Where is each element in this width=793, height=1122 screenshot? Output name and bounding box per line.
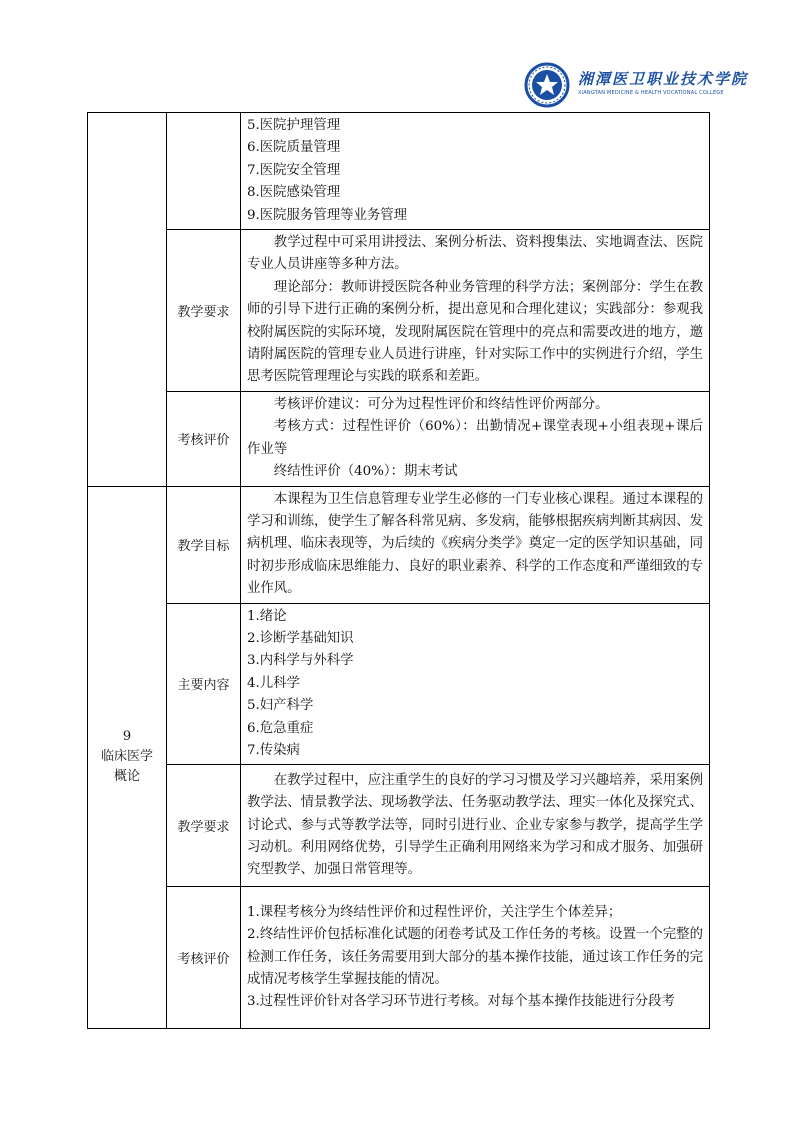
course9-goal-cell: [241, 486, 710, 603]
table-row: [88, 113, 710, 230]
paragraph: 考核方式：过程性评价（60%）：出勤情况+课堂表现+小组表现+课后作业等: [247, 419, 703, 457]
course-table: [87, 112, 709, 1029]
course-name-line2: 概论: [113, 769, 140, 785]
table-row: [88, 765, 710, 887]
list-item: 7.医院安全管理: [247, 162, 341, 178]
list-item: 6.危急重症: [247, 720, 314, 736]
list-item: 5.妇产科学: [247, 698, 314, 714]
course9-name-cell: [88, 486, 167, 1029]
list-item: 2.终结性评价包括标准化试题的闭卷考试及工作任务的考核。设置一个完整的检测工作任务，该任务需要用到大部分的基本操作技能，通过该工作任务的完成情况考核学生掌握技能的情况。: [247, 927, 703, 988]
paragraph: 理论部分：教师讲授医院各种业务管理的科学方法；案例部分：学生在教师的引导下进行正确的案例分析，提出意见和合理化建议；实践部分：参观我校附属医院的实际环境，发现附属医院在管理中的亮点和需要改进的地方，邀请附属医院的管理专业人员进行讲座，针对实际工作中的实例进行介绍，学生思考医院管理理论与实践的联系和差距。: [247, 279, 703, 385]
list-item: 5.医院护理管理: [247, 118, 341, 133]
table-row: [88, 391, 710, 486]
list-item: 8.医院感染管理: [247, 185, 341, 201]
list-item: 7.传染病: [247, 742, 300, 758]
list-item: 3.过程性评价针对各学习环节进行考核。对每个基本操作技能进行分段考: [247, 994, 675, 1010]
paragraph: 教学过程中可采用讲授法、案例分析法、资料搜集法、实地调查法、医院专业人员讲座等多种方法。: [247, 235, 703, 273]
table-row: [88, 603, 710, 765]
course9-eval-cell: [241, 887, 710, 1029]
paragraph: 本课程为卫生信息管理专业学生必修的一门专业核心课程。通过本课程的学习和训练，使学生了解各科常见病、多发病，能够根据疾病判断其病因、发病机理、临床表现等，为后续的《疾病分类学》奠定一定的医学知识基础，同时初步形成临床思维能力、良好的职业素养、科学的工作态度和严谨细致的专业作风。: [247, 491, 703, 597]
list-item: 1.课程考核分为终结性评价和过程性评价，关注学生个体差异；: [247, 904, 622, 920]
course-number: 9: [122, 729, 132, 745]
list-item: 1.绪论: [247, 608, 287, 624]
logo-name-cn: 湘潭医卫职业技术学院: [578, 70, 749, 88]
course8-name-cell: [88, 113, 167, 487]
course8-content-label-cell: [167, 113, 241, 230]
course8-eval-cell: [241, 391, 710, 486]
list-item: 6.医院质量管理: [247, 140, 341, 156]
college-seal-icon: [524, 62, 570, 108]
course8-req-cell: [241, 230, 710, 392]
course9-goal-label: 教学目标: [167, 486, 241, 603]
list-item: 9.医院服务管理等业务管理: [247, 207, 408, 223]
course9-req-cell: [241, 765, 710, 887]
college-logo: [524, 62, 749, 108]
course-name-line1: 临床医学: [100, 749, 153, 765]
paragraph: 在教学过程中，应注重学生的良好的学习习惯及学习兴趣培养，采用案例教学法、情景教学法、现场教学法、任务驱动教学法、理实一体化及探究式、讨论式、参与式等教学法等，同时引进行业、企业专家参与教学，提高学生学习动机。利用网络优势，引导学生正确利用网络来为学习和成才服务、加强研究型教学、加强日常管理等。: [247, 772, 703, 878]
course9-eval-label: 考核评价: [167, 887, 241, 1029]
course8-eval-label: 考核评价: [167, 391, 241, 486]
table-row: [88, 230, 710, 392]
table-row: [88, 887, 710, 1029]
table-row: [88, 486, 710, 603]
paragraph: 考核评价建议：可分为过程性评价和终结性评价两部分。: [273, 396, 609, 412]
course8-req-label: 教学要求: [167, 230, 241, 392]
logo-name-en: XIANGTAN MEDICINE & HEALTH VOCATIONAL COLLEGE: [578, 90, 724, 96]
course9-content-cell: [241, 603, 710, 765]
course9-content-label: 主要内容: [167, 603, 241, 765]
list-item: 4.儿科学: [247, 675, 300, 691]
list-item: 3.内科学与外科学: [247, 653, 354, 669]
list-item: 2.诊断学基础知识: [247, 630, 354, 646]
course9-req-label: 教学要求: [167, 765, 241, 887]
course8-content-cell: [241, 113, 710, 230]
paragraph: 终结性评价（40%）：期末考试: [273, 464, 458, 480]
